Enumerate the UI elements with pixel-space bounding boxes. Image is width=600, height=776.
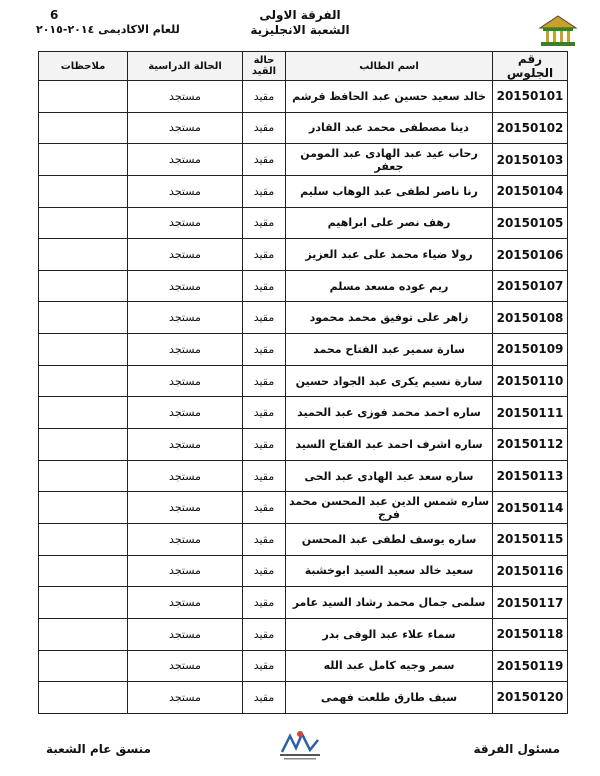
- page-header: [0, 0, 600, 56]
- seat-number-cell: 20150118: [493, 618, 568, 650]
- academic-year: للعام الاكاديمى ٢٠١٤-٢٠١٥: [36, 23, 180, 36]
- student-name-cell: سلمى جمال محمد رشاد السيد عامر: [286, 587, 493, 619]
- university-logo-icon: [538, 14, 578, 48]
- study-status-cell: مستجد: [128, 144, 243, 176]
- table-row: [39, 81, 568, 113]
- table-row: [39, 270, 568, 302]
- notes-cell: [39, 207, 128, 239]
- notes-cell: [39, 175, 128, 207]
- student-name-cell: سيف طارق طلعت فهمى: [286, 682, 493, 714]
- study-status-cell: مستجد: [128, 618, 243, 650]
- faculty-logo-icon: [276, 728, 324, 762]
- seat-number-cell: 20150111: [493, 397, 568, 429]
- study-status-cell: مستجد: [128, 302, 243, 334]
- study-status-cell: مستجد: [128, 492, 243, 524]
- registration-cell: مقيد: [243, 397, 286, 429]
- seat-number-cell: 20150120: [493, 682, 568, 714]
- registration-cell: مقيد: [243, 81, 286, 113]
- registration-cell: مقيد: [243, 460, 286, 492]
- registration-cell: مقيد: [243, 365, 286, 397]
- table-row: [39, 523, 568, 555]
- registration-cell: مقيد: [243, 112, 286, 144]
- table-row: [39, 618, 568, 650]
- seat-number-cell: 20150119: [493, 650, 568, 682]
- seat-number-cell: 20150101: [493, 81, 568, 113]
- registration-cell: مقيد: [243, 144, 286, 176]
- table-row: [39, 397, 568, 429]
- study-status-cell: مستجد: [128, 270, 243, 302]
- student-name-cell: ريم عوده مسعد مسلم: [286, 270, 493, 302]
- student-name-cell: ساره شمس الدين عبد المحسن محمد فرج: [286, 492, 493, 524]
- notes-cell: [39, 144, 128, 176]
- notes-cell: [39, 302, 128, 334]
- study-status-cell: مستجد: [128, 112, 243, 144]
- registration-cell: مقيد: [243, 587, 286, 619]
- table-row: [39, 334, 568, 366]
- student-name-cell: ساره يوسف لطفى عبد المحسن: [286, 523, 493, 555]
- notes-cell: [39, 334, 128, 366]
- study-status-cell: مستجد: [128, 81, 243, 113]
- registration-cell: مقيد: [243, 555, 286, 587]
- student-name-cell: ساره سعد عبد الهادى عبد الحى: [286, 460, 493, 492]
- study-status-cell: مستجد: [128, 682, 243, 714]
- registration-cell: مقيد: [243, 650, 286, 682]
- study-status-cell: مستجد: [128, 523, 243, 555]
- student-name-cell: رولا ضياء محمد على عبد العزيز: [286, 239, 493, 271]
- registration-cell: مقيد: [243, 682, 286, 714]
- study-status-cell: مستجد: [128, 175, 243, 207]
- notes-cell: [39, 270, 128, 302]
- study-status-cell: مستجد: [128, 460, 243, 492]
- study-status-cell: مستجد: [128, 334, 243, 366]
- seat-number-cell: 20150116: [493, 555, 568, 587]
- col-seat-number: رقم الجلوس: [493, 52, 568, 81]
- table-row: [39, 682, 568, 714]
- registration-cell: مقيد: [243, 429, 286, 461]
- col-notes: ملاحظات: [39, 52, 128, 81]
- notes-cell: [39, 365, 128, 397]
- table-row: [39, 112, 568, 144]
- registration-cell: مقيد: [243, 618, 286, 650]
- registration-cell: مقيد: [243, 334, 286, 366]
- table-body: [39, 81, 568, 714]
- registration-cell: مقيد: [243, 270, 286, 302]
- registration-cell: مقيد: [243, 302, 286, 334]
- notes-cell: [39, 587, 128, 619]
- table-row: [39, 175, 568, 207]
- seat-number-cell: 20150106: [493, 239, 568, 271]
- notes-cell: [39, 555, 128, 587]
- table-row: [39, 587, 568, 619]
- seat-number-cell: 20150117: [493, 587, 568, 619]
- student-name-cell: سمر وجيه كامل عبد الله: [286, 650, 493, 682]
- registration-cell: مقيد: [243, 523, 286, 555]
- student-name-cell: سارة نسيم يكرى عبد الجواد حسين: [286, 365, 493, 397]
- table-row: [39, 460, 568, 492]
- registration-cell: مقيد: [243, 239, 286, 271]
- notes-cell: [39, 397, 128, 429]
- student-name-cell: سعيد خالد سعيد السيد ابوخشبة: [286, 555, 493, 587]
- study-status-cell: مستجد: [128, 239, 243, 271]
- table-row: [39, 555, 568, 587]
- table-row: [39, 302, 568, 334]
- notes-cell: [39, 112, 128, 144]
- registration-cell: مقيد: [243, 175, 286, 207]
- division-coordinator-signature: منسق عام الشعبة: [46, 742, 151, 756]
- title-division: الشعبة الانجليزية: [250, 23, 350, 37]
- seat-number-cell: 20150113: [493, 460, 568, 492]
- student-name-cell: ساره احمد محمد فوزى عبد الحميد: [286, 397, 493, 429]
- seat-number-cell: 20150108: [493, 302, 568, 334]
- seat-number-cell: 20150112: [493, 429, 568, 461]
- study-status-cell: مستجد: [128, 650, 243, 682]
- seat-number-cell: 20150109: [493, 334, 568, 366]
- table-header-row: [39, 52, 568, 81]
- notes-cell: [39, 682, 128, 714]
- col-student-name: اسم الطالب: [286, 52, 493, 81]
- table-row: [39, 365, 568, 397]
- study-status-cell: مستجد: [128, 587, 243, 619]
- student-name-cell: رنا ناصر لطفى عبد الوهاب سليم: [286, 175, 493, 207]
- student-name-cell: سماء علاء عبد الوفى بدر: [286, 618, 493, 650]
- seat-number-cell: 20150102: [493, 112, 568, 144]
- student-name-cell: خالد سعيد حسين عبد الحافظ قرشم: [286, 81, 493, 113]
- table-row: [39, 429, 568, 461]
- seat-number-cell: 20150103: [493, 144, 568, 176]
- study-status-cell: مستجد: [128, 555, 243, 587]
- notes-cell: [39, 429, 128, 461]
- seat-number-cell: 20150105: [493, 207, 568, 239]
- table-row: [39, 144, 568, 176]
- col-registration: حالة القيد: [243, 52, 286, 81]
- student-name-cell: دينا مصطفى محمد عبد القادر: [286, 112, 493, 144]
- notes-cell: [39, 81, 128, 113]
- table-row: [39, 492, 568, 524]
- table-row: [39, 207, 568, 239]
- seat-number-cell: 20150114: [493, 492, 568, 524]
- study-status-cell: مستجد: [128, 207, 243, 239]
- student-name-cell: سارة سمير عبد الفتاح محمد: [286, 334, 493, 366]
- col-study-status: الحالة الدراسية: [128, 52, 243, 81]
- study-status-cell: مستجد: [128, 365, 243, 397]
- students-table: [38, 51, 568, 714]
- notes-cell: [39, 492, 128, 524]
- student-name-cell: رحاب عيد عبد الهادى عبد المومن جعفر: [286, 144, 493, 176]
- student-name-cell: ساره اشرف احمد عبد الفتاح السيد: [286, 429, 493, 461]
- notes-cell: [39, 239, 128, 271]
- study-status-cell: مستجد: [128, 429, 243, 461]
- registration-cell: مقيد: [243, 207, 286, 239]
- notes-cell: [39, 618, 128, 650]
- notes-cell: [39, 523, 128, 555]
- notes-cell: [39, 650, 128, 682]
- registration-cell: مقيد: [243, 492, 286, 524]
- class-officer-signature: مسئول الفرقة: [473, 742, 560, 756]
- students-table-container: [38, 51, 562, 714]
- table-row: [39, 650, 568, 682]
- seat-number-cell: 20150110: [493, 365, 568, 397]
- notes-cell: [39, 460, 128, 492]
- seat-number-cell: 20150107: [493, 270, 568, 302]
- page-number: 6: [50, 8, 59, 22]
- student-name-cell: رهف نصر على ابراهيم: [286, 207, 493, 239]
- seat-number-cell: 20150115: [493, 523, 568, 555]
- page-title: [200, 8, 400, 38]
- study-status-cell: مستجد: [128, 397, 243, 429]
- student-name-cell: زاهر على توفيق محمد محمود: [286, 302, 493, 334]
- seat-number-cell: 20150104: [493, 175, 568, 207]
- table-row: [39, 239, 568, 271]
- title-level: الفرقة الاولى: [259, 8, 341, 22]
- page-footer: [0, 714, 600, 776]
